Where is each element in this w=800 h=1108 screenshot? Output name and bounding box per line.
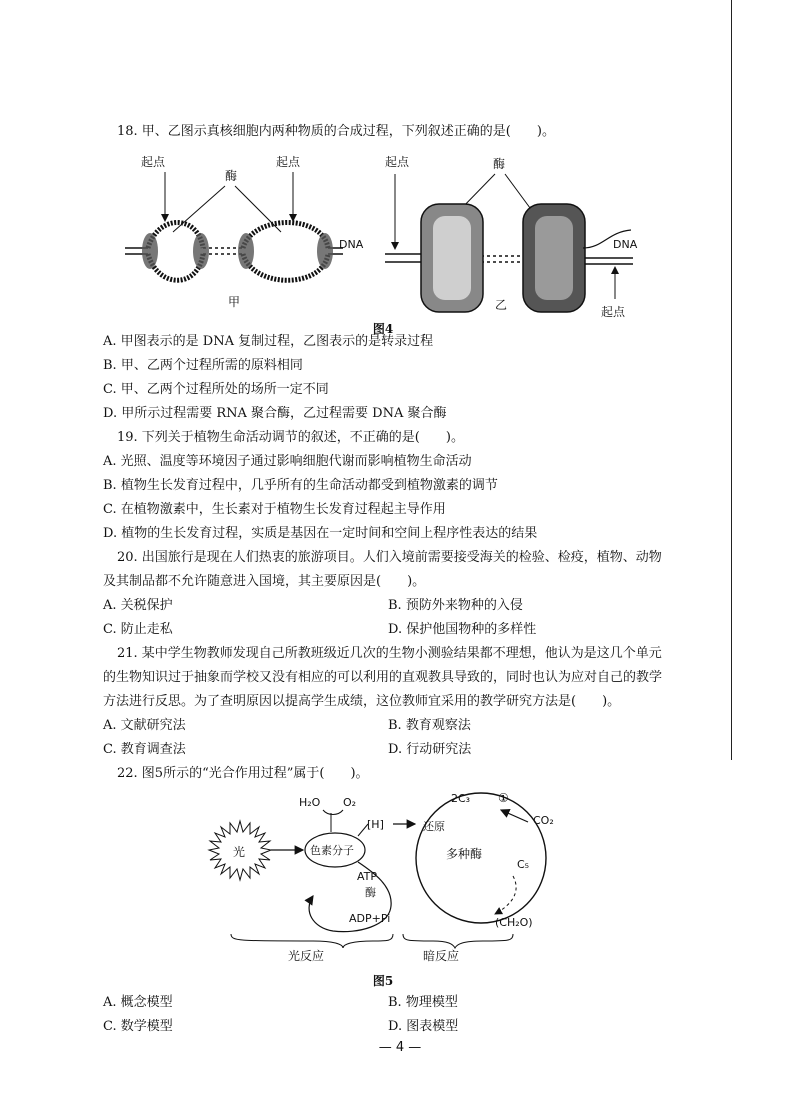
- q20-option-c: C. 防止走私: [103, 622, 173, 637]
- q18-option-b: B. 甲、乙两个过程所需的原料相同: [103, 358, 303, 373]
- q19-stem: 19. 下列关于植物生命活动调节的叙述，不正确的是( )。: [117, 430, 464, 445]
- q22-option-b: B. 物理模型: [388, 995, 458, 1010]
- fig5-h2o-label: H₂O: [299, 796, 321, 809]
- q19-option-b: B. 植物生长发育过程中，几乎所有的生命活动都受到植物激素的调节: [103, 478, 498, 493]
- fig4-yi-label: 乙: [495, 298, 508, 312]
- fig5-h-label: [H]: [367, 818, 384, 831]
- fig4-enzyme-label-right: 酶: [493, 157, 506, 171]
- fig4-dna-label-left: DNA: [339, 238, 364, 251]
- fig4-dna-label-right: DNA: [613, 238, 638, 251]
- fig5-c3-label: 2C₃: [451, 792, 471, 805]
- figure-5-diagram: [103, 786, 663, 951]
- fig4-origin-label-1: 起点: [141, 155, 166, 169]
- q18-option-a: A. 甲图表示的是 DNA 复制过程，乙图表示的是转录过程: [103, 334, 434, 349]
- q21-option-d: D. 行动研究法: [388, 742, 472, 757]
- fig5-dark-reaction-label: 暗反应: [423, 949, 460, 963]
- fig4-enzyme-label-left: 酶: [225, 169, 238, 183]
- fig5-enzyme-label: 酶: [365, 886, 376, 899]
- q20-option-d: D. 保护他国物种的多样性: [388, 622, 537, 637]
- fig4-origin-label-bottom: 起点: [601, 305, 626, 319]
- q20-option-b: B. 预防外来物种的入侵: [388, 598, 523, 613]
- q19-option-c: C. 在植物激素中，生长素对于植物生长发育过程起主导作用: [103, 502, 446, 517]
- figure-4-yi: [385, 154, 638, 319]
- fig5-light-label: 光: [233, 845, 246, 859]
- q18-stem: 18. 甲、乙图示真核细胞内两种物质的合成过程，下列叙述正确的是( )。: [117, 124, 555, 139]
- figure-4-jia: [125, 154, 364, 309]
- q22-option-c: C. 数学模型: [103, 1019, 173, 1034]
- q18-option-d: D. 甲所示过程需要 RNA 聚合酶，乙过程需要 DNA 聚合酶: [103, 406, 447, 421]
- page-edge-line: [731, 0, 732, 760]
- q22-option-a: A. 概念模型: [103, 995, 173, 1010]
- fig5-circle-number-label: ①: [498, 791, 509, 805]
- q21-option-c: C. 教育调查法: [103, 742, 186, 757]
- fig5-o2-label: O₂: [343, 796, 357, 809]
- q19-option-a: A. 光照、温度等环境因子通过影响细胞代谢而影响植物生命活动: [103, 454, 472, 469]
- q21-option-a: A. 文献研究法: [103, 718, 186, 733]
- fig5-atp-label: ATP: [357, 870, 378, 883]
- fig5-enzymes-label: 多种酶: [446, 847, 483, 861]
- fig5-adp-label: ADP+Pi: [349, 912, 391, 925]
- fig5-brace-labels: [103, 944, 663, 964]
- fig5-reduce-label: 还原: [423, 820, 445, 833]
- q20-option-a: A. 关税保护: [103, 598, 173, 613]
- page-number: — 4 —: [378, 1040, 422, 1055]
- figure-5-caption: 图5: [372, 974, 394, 988]
- q21-option-b: B. 教育观察法: [388, 718, 471, 733]
- exam-page: [103, 120, 663, 1039]
- fig5-pigment-label: 色素分子: [310, 844, 354, 857]
- figure-4-diagram: [103, 144, 663, 319]
- figure-4: [103, 144, 663, 336]
- q21-options: [103, 714, 663, 762]
- q21-stem: 21. 某中学生物教师发现自己所教班级近几次的生物小测验结果都不理想，他认为是这几个单元的生物知识过于抽象而学校又没有相应的可以利用的直观教具导致的，同时也认为应对自己的教学方法进行反思。为了查明原因以提高学生成绩，这位教师宜采用的教学研究方法是( )。: [103, 646, 663, 709]
- fig5-co2-label: CO₂: [533, 814, 554, 827]
- q19-option-d: D. 植物的生长发育过程，实质是基因在一定时间和空间上程序性表达的结果: [103, 526, 538, 541]
- q22-stem: 22. 图5所示的“光合作用过程”属于( )。: [117, 766, 369, 781]
- fig4-origin-label-2: 起点: [276, 155, 301, 169]
- q22-options: [103, 991, 663, 1039]
- q20-options: [103, 594, 663, 642]
- fig5-c5-label: C₅: [517, 858, 530, 871]
- fig5-light-reaction-label: 光反应: [288, 949, 325, 963]
- fig4-origin-label-top: 起点: [385, 155, 410, 169]
- figure-5: [103, 786, 663, 971]
- q20-stem: 20. 出国旅行是现在人们热衷的旅游项目。人们入境前需要接受海关的检验、检疫，植物、动物及其制品都不允许随意进入国境，其主要原因是( )。: [103, 550, 662, 589]
- fig4-jia-label: 甲: [228, 295, 241, 309]
- q22-option-d: D. 图表模型: [388, 1019, 459, 1034]
- figure-4-caption: 图4: [372, 322, 394, 336]
- q18-option-c: C. 甲、乙两个过程所处的场所一定不同: [103, 382, 329, 397]
- fig5-ch2o-label: (CH₂O): [495, 916, 533, 929]
